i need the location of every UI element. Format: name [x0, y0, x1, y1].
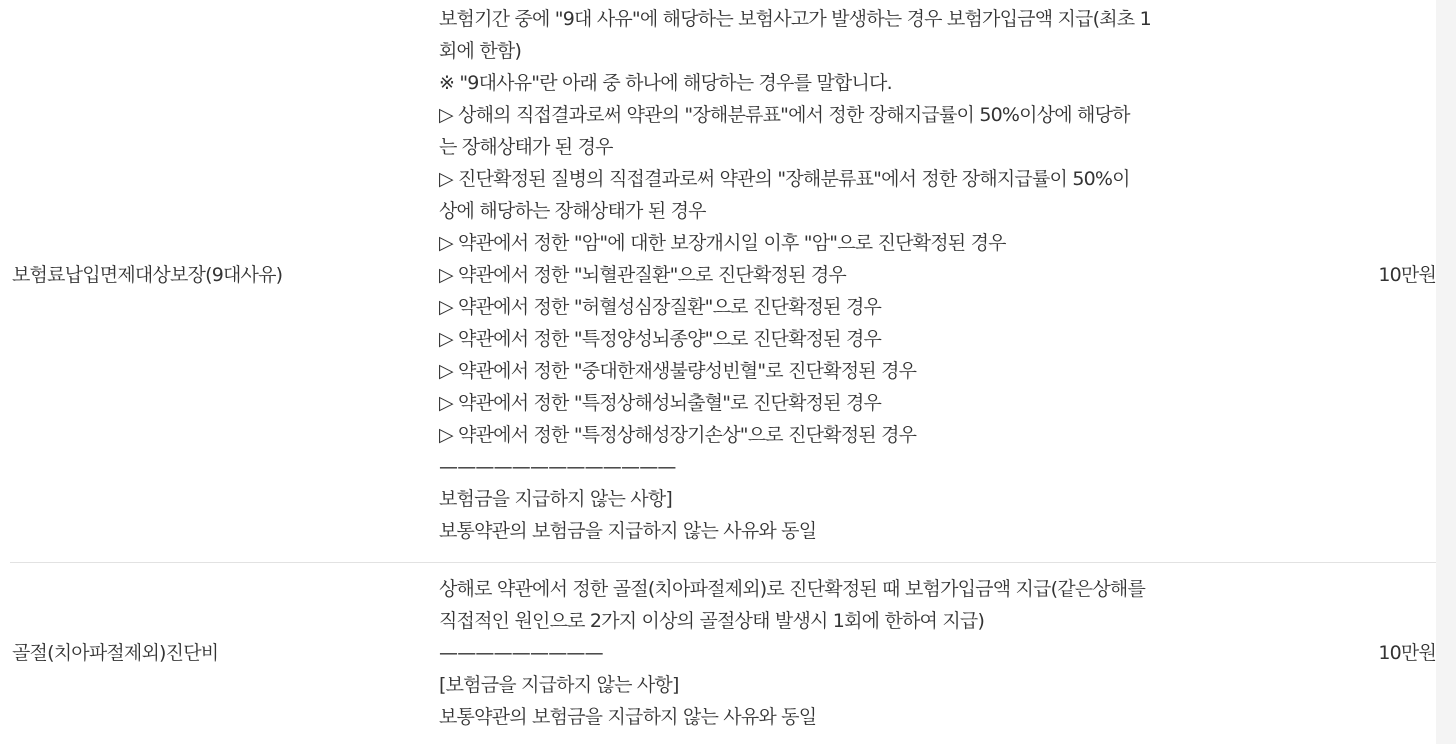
coverage-amount: 10만원: [1378, 264, 1436, 286]
description-line: 보험금을 지급하지 않는 사항]: [439, 488, 672, 510]
description-line: ▷ 약관에서 정한 "특정상해성장기손상"으로 진단확정된 경우: [439, 424, 917, 446]
coverage-description: [439, 573, 1199, 733]
table-row: [10, 563, 1436, 744]
coverage-description: [439, 3, 1199, 547]
description-line: ▷ 약관에서 정한 "암"에 대한 보장개시일 이후 "암"으로 진단확정된 경우: [439, 232, 1006, 254]
description-line: 직접적인 원인으로 2가지 이상의 골절상태 발생시 1회에 한하여 지급): [439, 610, 985, 632]
description-line: 보통약관의 보험금을 지급하지 않는 사유와 동일: [439, 706, 817, 728]
coverage-name: 보험료납입면제대상보장(9대사유): [12, 264, 283, 286]
table-row: [10, 0, 1436, 563]
coverage-amount: 10만원: [1378, 642, 1436, 664]
coverage-name: 골절(치아파절제외)진단비: [12, 642, 219, 664]
description-line: 보통약관의 보험금을 지급하지 않는 사유와 동일: [439, 520, 817, 542]
divider-line: —————————————: [439, 456, 676, 478]
description-line: 는 장해상태가 된 경우: [439, 136, 613, 158]
divider-line: —————————: [439, 642, 603, 664]
description-line: ▷ 약관에서 정한 "특정상해성뇌출혈"로 진단확정된 경우: [439, 392, 882, 414]
scrollbar[interactable]: [1436, 0, 1456, 744]
description-line: 회에 한함): [439, 40, 522, 62]
description-line: [보험금을 지급하지 않는 사항]: [439, 674, 679, 696]
description-line: ▷ 약관에서 정한 "중대한재생불량성빈혈"로 진단확정된 경우: [439, 360, 917, 382]
description-line: ※ "9대사유"란 아래 중 하나에 해당하는 경우를 말합니다.: [439, 72, 892, 94]
description-line: 상에 해당하는 장해상태가 된 경우: [439, 200, 706, 222]
description-line: ▷ 약관에서 정한 "허혈성심장질환"으로 진단확정된 경우: [439, 296, 882, 318]
description-line: 보험기간 중에 "9대 사유"에 해당하는 보험사고가 발생하는 경우 보험가입금액 지급(최초 1: [439, 8, 1151, 30]
description-line: ▷ 약관에서 정한 "특정양성뇌종양"으로 진단확정된 경우: [439, 328, 882, 350]
description-line: ▷ 진단확정된 질병의 직접결과로써 약관의 "장해분류표"에서 정한 장해지급률이 50%이: [439, 168, 1130, 190]
description-line: ▷ 약관에서 정한 "뇌혈관질환"으로 진단확정된 경우: [439, 264, 846, 286]
description-line: 상해로 약관에서 정한 골절(치아파절제외)로 진단확정된 때 보험가입금액 지급(같은상해를: [439, 578, 1146, 600]
description-line: ▷ 상해의 직접결과로써 약관의 "장해분류표"에서 정한 장해지급률이 50%이상에 해당하: [439, 104, 1130, 126]
